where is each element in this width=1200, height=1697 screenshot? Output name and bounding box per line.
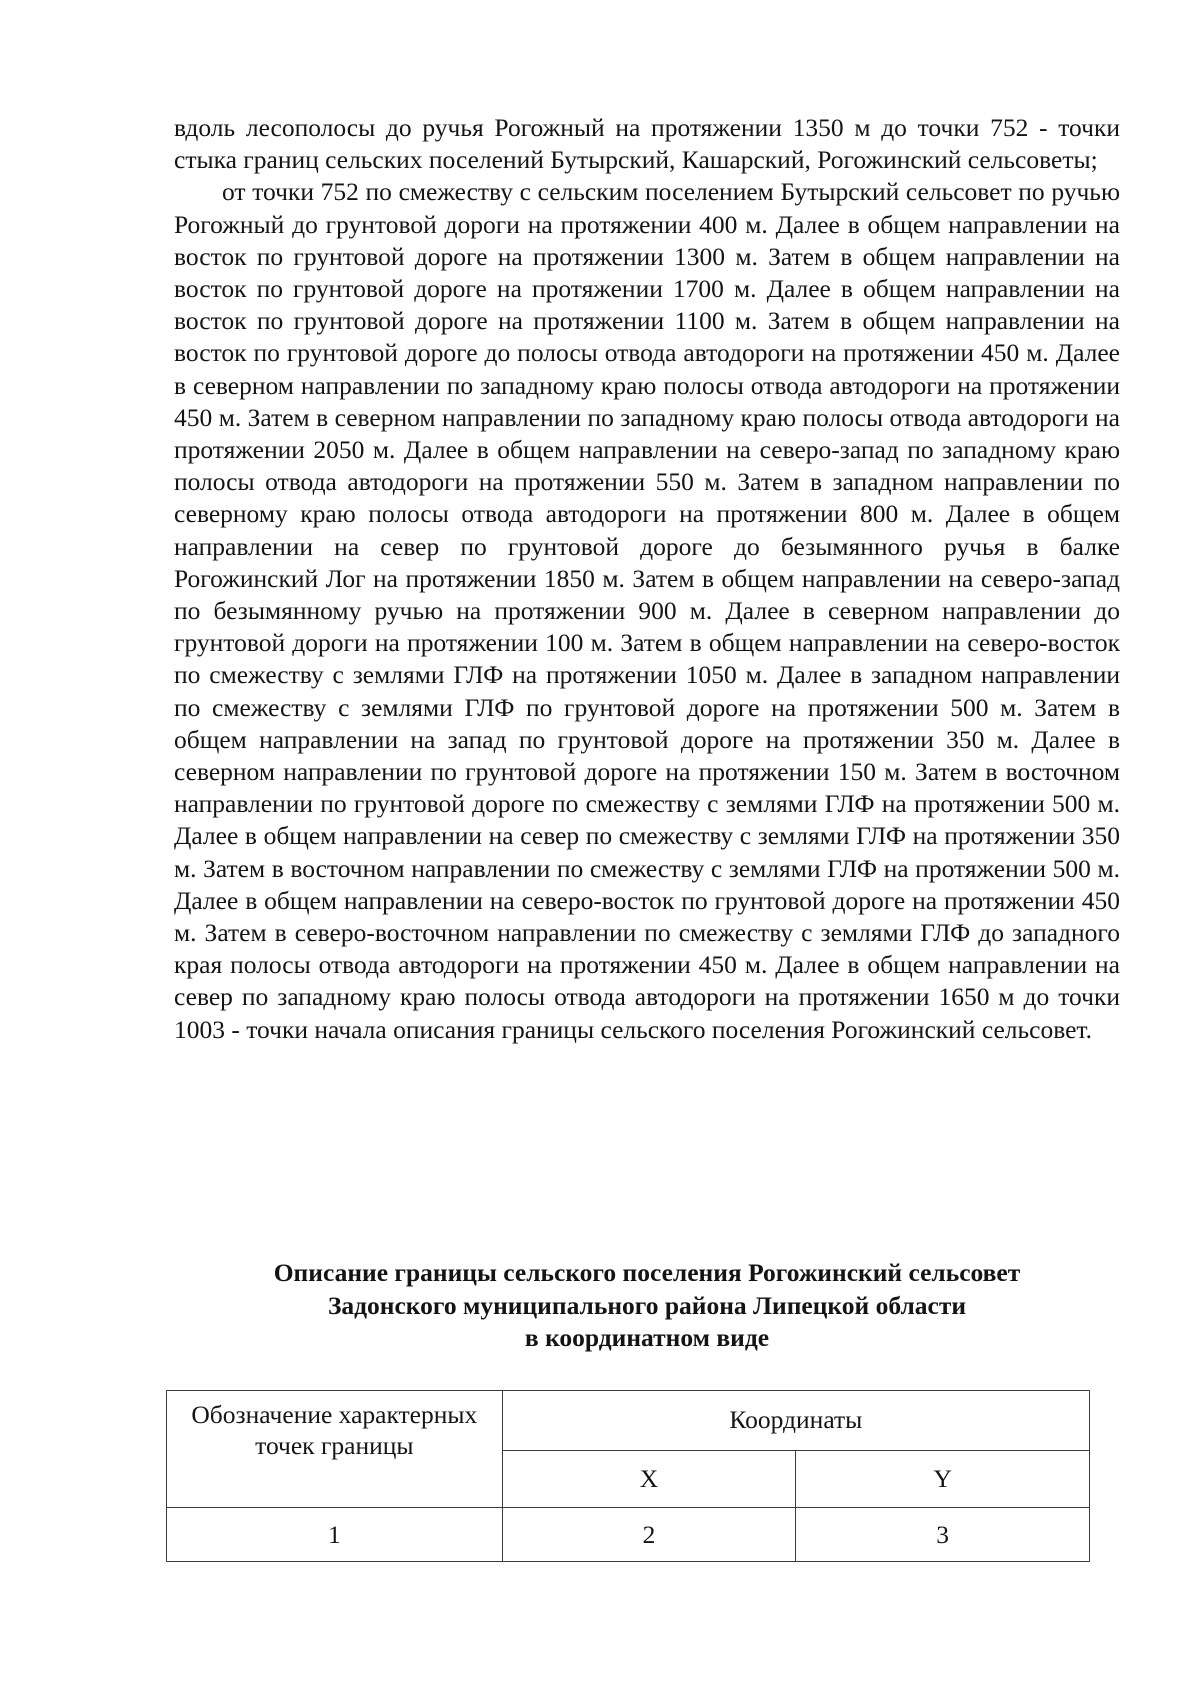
- header-x: X: [502, 1450, 796, 1507]
- boundary-description-text: [174, 112, 1120, 1046]
- header-coordinates: Координаты: [502, 1391, 1089, 1451]
- section-title-line-1: Описание границы сельского поселения Рогожинский сельсовет: [273, 1258, 1021, 1287]
- table-column-number-row: [167, 1508, 1090, 1562]
- coordinates-table: [166, 1390, 1090, 1562]
- paragraph-continuation: вдоль лесополосы до ручья Рогожный на протяжении 1350 м до точки 752 - точки стыка границ сельских поселений Бутырский, Кашарский, Рогожинский сельсоветы;: [174, 113, 1120, 175]
- header-y: Y: [796, 1450, 1090, 1507]
- paragraph-boundary-from-point-752: от точки 752 по смежеству с сельским поселением Бутырский сельсовет по ручью Рогожный до грунтовой дороги на протяжении 400 м. Далее в общем направлении на восток по грунтовой дороге на протяжении 1300 м. Затем в общем направлении на восток по грунтовой дороге на протяжении 1700 м. Далее в общем направлении на восток по грунтовой дороге на протяжении 1100 м. Затем в общем направлении на восток по грунтовой дороге до полосы отвода автодороги на протяжении 450 м. Далее в северном направлении по западному краю полосы отвода автодороги на протяжении 450 м. Затем в северном направлении по западному краю полосы отвода автодороги на протяжении 2050 м. Далее в общем направлении на северо-запад по западному краю полосы отвода автодороги на протяжении 550 м. Затем в западном направлении по северному краю полосы отвода автодороги на протяжении 800 м. Далее в общем направлении на север по грунтовой дороге до безымянного ручья в балке Рогожинский Лог на протяжении 1850 м. Затем в общем направлении на северо-запад по безымянному ручью на протяжении 900 м. Далее в северном направлении до грунтовой дороги на протяжении 100 м. Затем в общем направлении на северо-восток по смежеству с землями ГЛФ на протяжении 1050 м. Далее в западном направлении по смежеству с землями ГЛФ по грунтовой дороге на протяжении 500 м. Затем в общем направлении на запад по грунтовой дороге на протяжении 350 м. Далее в северном направлении по грунтовой дороге на протяжении 150 м. Затем в восточном направлении по грунтовой дороге по смежеству с землями ГЛФ на протяжении 500 м. Далее в общем направлении на север по смежеству с землями ГЛФ на протяжении 350 м. Затем в восточном направлении по смежеству с землями ГЛФ на протяжении 500 м. Далее в общем направлении на северо-восток по грунтовой дороге на протяжении 450 м. Затем в северо-восточном направлении по смежеству с землями ГЛФ до западного края полосы отвода автодороги на протяжении 450 м. Далее в общем направлении на север по западному краю полосы отвода автодороги на протяжении 1650 м до точки 1003 - точки начала описания границы сельского поселения Рогожинский сельсовет.: [174, 177, 1120, 1044]
- table-header-row: [167, 1391, 1090, 1451]
- section-title-line-2: Задонского муниципального района Липецкой области: [327, 1290, 967, 1320]
- column-number-1: 1: [167, 1508, 503, 1562]
- section-title-line-3: в координатном виде: [524, 1323, 770, 1352]
- section-title: [174, 1257, 1120, 1355]
- header-point-designation: Обозначение характерных точек границы: [167, 1391, 503, 1508]
- column-number-3: 3: [796, 1508, 1090, 1562]
- column-number-2: 2: [502, 1508, 796, 1562]
